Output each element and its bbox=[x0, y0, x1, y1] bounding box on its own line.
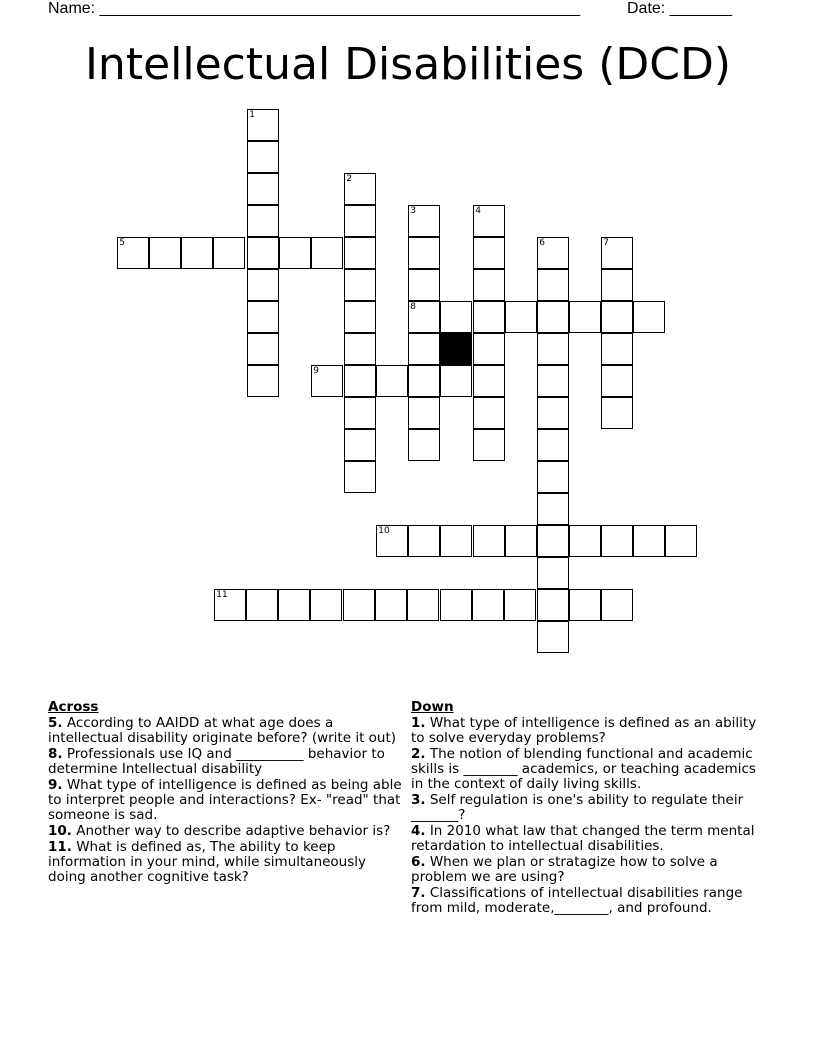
crossword-cell[interactable] bbox=[665, 525, 697, 557]
down-clues bbox=[411, 700, 761, 917]
clue-number: 3 bbox=[410, 206, 416, 217]
clue-number: 10 bbox=[378, 526, 390, 537]
crossword-cell[interactable] bbox=[537, 429, 569, 461]
crossword-cell[interactable] bbox=[376, 525, 408, 557]
crossword-cell[interactable] bbox=[408, 429, 440, 461]
crossword-cell[interactable] bbox=[278, 589, 310, 621]
crossword-cell[interactable] bbox=[408, 397, 440, 429]
crossword-cell[interactable] bbox=[247, 301, 279, 333]
crossword-cell[interactable] bbox=[537, 237, 569, 269]
across-clue bbox=[48, 778, 406, 823]
crossword-cell[interactable] bbox=[601, 269, 633, 301]
crossword-cell[interactable] bbox=[537, 461, 569, 493]
down-clue bbox=[411, 716, 761, 746]
crossword-cell[interactable] bbox=[214, 589, 246, 621]
date-field-label: Date: _______ bbox=[627, 0, 732, 17]
crossword-cell[interactable] bbox=[537, 269, 569, 301]
crossword-cell[interactable] bbox=[408, 333, 440, 365]
crossword-cell[interactable] bbox=[247, 109, 279, 141]
crossword-cell[interactable] bbox=[344, 173, 376, 205]
crossword-cell[interactable] bbox=[344, 429, 376, 461]
crossword-cell[interactable] bbox=[473, 525, 505, 557]
crossword-cell[interactable] bbox=[569, 301, 601, 333]
crossword-cell[interactable] bbox=[505, 525, 537, 557]
clue-text: Self regulation is one's ability to regulate their _______? bbox=[411, 792, 744, 823]
crossword-cell[interactable] bbox=[504, 589, 536, 621]
clue-number: 4 bbox=[475, 206, 481, 217]
crossword-cell[interactable] bbox=[537, 333, 569, 365]
blocked-cell bbox=[440, 333, 472, 365]
across-clue bbox=[48, 824, 406, 839]
name-field-label: Name: ______________________________________________________ bbox=[48, 0, 581, 17]
crossword-cell[interactable] bbox=[247, 365, 279, 397]
down-clue bbox=[411, 747, 761, 792]
crossword-cell[interactable] bbox=[537, 301, 569, 333]
crossword-cell[interactable] bbox=[247, 205, 279, 237]
clue-number: 7 bbox=[603, 238, 609, 249]
crossword-cell[interactable] bbox=[473, 205, 505, 237]
crossword-cell[interactable] bbox=[344, 237, 376, 269]
crossword-cell[interactable] bbox=[473, 301, 505, 333]
clue-number: 9 bbox=[313, 366, 319, 377]
crossword-cell[interactable] bbox=[247, 333, 279, 365]
crossword-cell[interactable] bbox=[343, 589, 375, 621]
crossword-cell[interactable] bbox=[311, 365, 343, 397]
crossword-cell[interactable] bbox=[569, 589, 601, 621]
clue-number: 10. bbox=[48, 823, 72, 839]
clue-number: 2 bbox=[346, 174, 352, 185]
clue-text: What is defined as, The ability to keep information in your mind, while simultaneously doing another cognitive task? bbox=[48, 839, 367, 885]
crossword-cell[interactable] bbox=[505, 301, 537, 333]
down-heading: Down bbox=[411, 699, 454, 715]
crossword-cell[interactable] bbox=[537, 493, 569, 525]
crossword-cell[interactable] bbox=[440, 589, 472, 621]
crossword-cell[interactable] bbox=[376, 365, 408, 397]
clue-number: 8 bbox=[410, 302, 416, 313]
crossword-cell[interactable] bbox=[537, 589, 569, 621]
clue-text: The notion of blending functional and academic skills is ________ academics, or teaching academics in the context of daily living skills. bbox=[411, 746, 756, 792]
crossword-cell[interactable] bbox=[473, 365, 505, 397]
clue-number: 7. bbox=[411, 885, 426, 901]
crossword-cell[interactable] bbox=[473, 269, 505, 301]
crossword-cell[interactable] bbox=[213, 237, 245, 269]
clue-text: In 2010 what law that changed the term mental retardation to intellectual disabilities. bbox=[411, 823, 755, 854]
crossword-cell[interactable] bbox=[472, 589, 504, 621]
down-clue bbox=[411, 824, 761, 854]
crossword-cell[interactable] bbox=[407, 589, 439, 621]
crossword-cell[interactable] bbox=[247, 141, 279, 173]
crossword-cell[interactable] bbox=[601, 301, 633, 333]
crossword-cell[interactable] bbox=[408, 301, 440, 333]
clue-number: 6 bbox=[539, 238, 545, 249]
crossword-cell[interactable] bbox=[117, 237, 149, 269]
clue-text: Another way to describe adaptive behavior is? bbox=[71, 823, 391, 839]
crossword-cell[interactable] bbox=[601, 237, 633, 269]
crossword-cell[interactable] bbox=[473, 237, 505, 269]
clue-text: According to AAIDD at what age does a intellectual disability originate before? (write it out) bbox=[48, 715, 397, 746]
clue-text: Professionals use IQ and __________ behavior to determine Intellectual disability bbox=[48, 746, 385, 777]
clue-number: 2. bbox=[411, 746, 426, 762]
crossword-cell[interactable] bbox=[440, 525, 472, 557]
crossword-cell[interactable] bbox=[633, 301, 665, 333]
down-clue bbox=[411, 886, 761, 916]
page-title: Intellectual Disabilities (DCD) bbox=[84, 39, 732, 90]
crossword-cell[interactable] bbox=[344, 301, 376, 333]
clue-number: 9. bbox=[48, 777, 63, 793]
clue-text: Classifications of intellectual disabilities range from mild, moderate,________, and profound. bbox=[411, 885, 743, 916]
crossword-cell[interactable] bbox=[537, 525, 569, 557]
crossword-cell[interactable] bbox=[473, 333, 505, 365]
crossword-cell[interactable] bbox=[408, 205, 440, 237]
crossword-cell[interactable] bbox=[344, 365, 376, 397]
crossword-cell[interactable] bbox=[473, 429, 505, 461]
crossword-cell[interactable] bbox=[344, 333, 376, 365]
clue-text: When we plan or stratagize how to solve a problem we are using? bbox=[411, 854, 718, 885]
clue-number: 1. bbox=[411, 715, 426, 731]
across-clue bbox=[48, 716, 406, 746]
crossword-cell[interactable] bbox=[344, 205, 376, 237]
crossword-cell[interactable] bbox=[601, 525, 633, 557]
across-clue bbox=[48, 747, 406, 777]
crossword-cell[interactable] bbox=[408, 269, 440, 301]
crossword-cell[interactable] bbox=[440, 365, 472, 397]
crossword-cell[interactable] bbox=[537, 621, 569, 653]
crossword-cell[interactable] bbox=[247, 173, 279, 205]
clue-number: 6. bbox=[411, 854, 426, 870]
crossword-cell[interactable] bbox=[247, 237, 279, 269]
clue-number: 5 bbox=[119, 238, 125, 249]
crossword-cell[interactable] bbox=[601, 333, 633, 365]
crossword-cell[interactable] bbox=[149, 237, 181, 269]
clue-number: 1 bbox=[249, 110, 255, 121]
across-clues bbox=[48, 700, 406, 886]
crossword-cell[interactable] bbox=[569, 525, 601, 557]
crossword-cell[interactable] bbox=[181, 237, 213, 269]
crossword-cell[interactable] bbox=[344, 397, 376, 429]
crossword-cell[interactable] bbox=[310, 589, 342, 621]
crossword-cell[interactable] bbox=[601, 365, 633, 397]
clue-number: 4. bbox=[411, 823, 426, 839]
crossword-cell[interactable] bbox=[440, 301, 472, 333]
crossword-cell[interactable] bbox=[633, 525, 665, 557]
crossword-cell[interactable] bbox=[247, 269, 279, 301]
across-clue bbox=[48, 840, 406, 885]
crossword-cell[interactable] bbox=[408, 237, 440, 269]
crossword-cell[interactable] bbox=[537, 365, 569, 397]
crossword-cell[interactable] bbox=[344, 269, 376, 301]
clue-number: 5. bbox=[48, 715, 63, 731]
crossword-cell[interactable] bbox=[311, 237, 343, 269]
crossword-cell[interactable] bbox=[601, 589, 633, 621]
clue-number: 8. bbox=[48, 746, 63, 762]
across-heading: Across bbox=[48, 699, 99, 715]
crossword-cell[interactable] bbox=[246, 589, 278, 621]
crossword-cell[interactable] bbox=[279, 237, 311, 269]
crossword-cell[interactable] bbox=[601, 397, 633, 429]
clue-number: 11 bbox=[216, 590, 228, 601]
crossword-cell[interactable] bbox=[473, 397, 505, 429]
down-clue bbox=[411, 793, 761, 823]
crossword-cell[interactable] bbox=[375, 589, 407, 621]
clue-number: 11. bbox=[48, 839, 72, 855]
crossword-cell[interactable] bbox=[537, 557, 569, 589]
crossword-cell[interactable] bbox=[537, 397, 569, 429]
crossword-cell[interactable] bbox=[408, 525, 440, 557]
clue-number: 3. bbox=[411, 792, 426, 808]
clue-text: What type of intelligence is defined as an ability to solve everyday problems? bbox=[411, 715, 757, 746]
crossword-cell[interactable] bbox=[344, 461, 376, 493]
crossword-cell[interactable] bbox=[408, 365, 440, 397]
down-clue bbox=[411, 855, 761, 885]
clue-text: What type of intelligence is defined as being able to interpret people and interactions? Ex- "read" that someone is sad. bbox=[48, 777, 402, 823]
